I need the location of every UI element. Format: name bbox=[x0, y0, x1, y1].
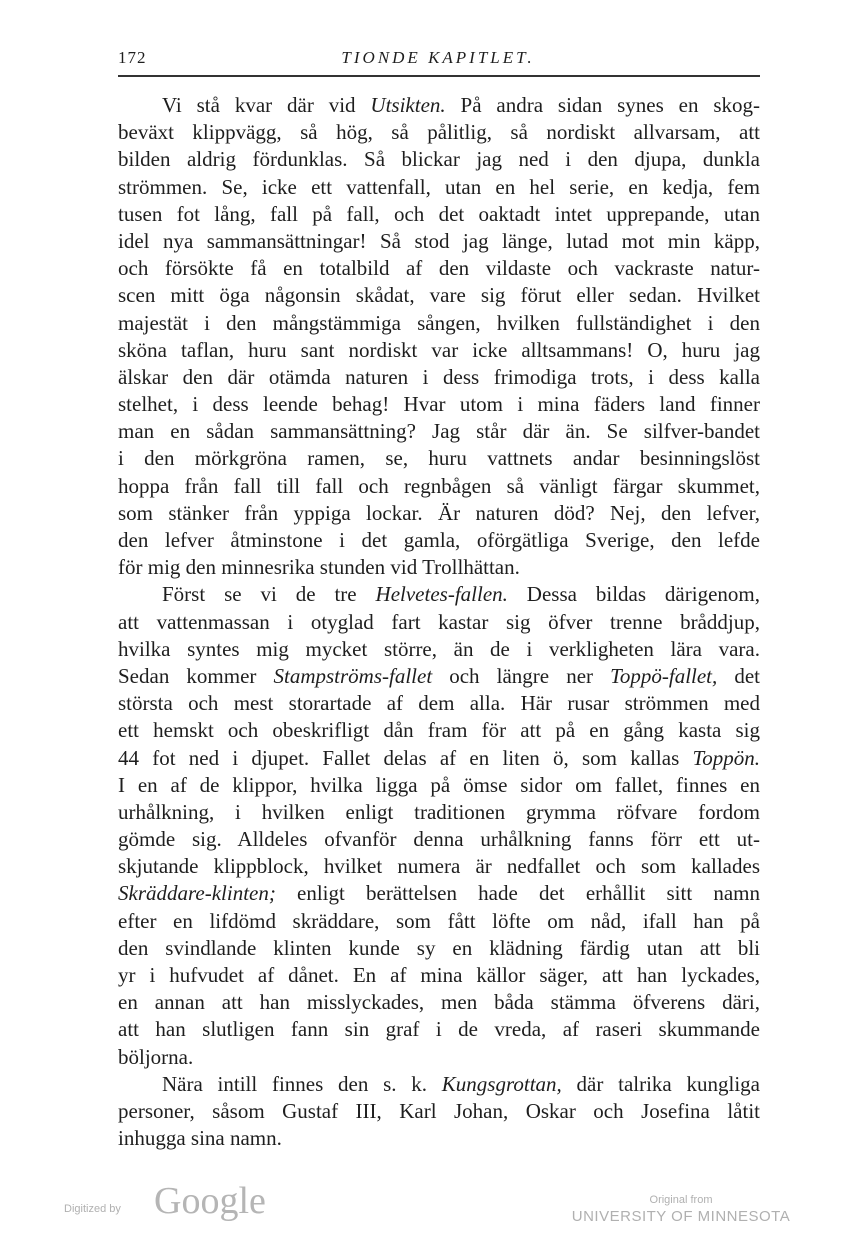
text-line: idel nya sammansättningar! Så stod jag länge, lutad mot min käpp, bbox=[118, 228, 760, 253]
text-line: gömde sig. Alldeles ofvanför denna urhålkning fanns förr ett ut- bbox=[118, 827, 760, 852]
text-line: i den mörkgröna ramen, se, huru vattnets andar besinningslöst bbox=[118, 446, 760, 471]
text-line: den svindlande klinten kunde sy en klädning färdig utan att bli bbox=[118, 935, 760, 960]
text-line: skjutande klippblock, hvilket numera är nedfallet och som kallades bbox=[118, 854, 760, 879]
source-watermark bbox=[568, 1194, 794, 1225]
text-line: beväxt klippvägg, så hög, så pålitlig, så nordiskt allvarsam, att bbox=[118, 120, 760, 145]
text-line: man en sådan sammansättning? Jag står där än. Se silfver-bandet bbox=[118, 419, 760, 444]
italic-term: Skräddare-klinten; bbox=[118, 881, 276, 906]
page-number: 172 bbox=[118, 48, 147, 67]
text-line: att han slutligen fann sin graf i de vreda, af raseri skummande bbox=[118, 1017, 760, 1042]
text-line: som stänker från yppiga lockar. Är naturen död? Nej, den lefver, bbox=[118, 500, 760, 525]
text-line: stelhet, i dess leende behag! Hvar utom i mina fäders land finner bbox=[118, 392, 760, 417]
italic-term: Utsikten. bbox=[370, 93, 446, 117]
text-line: majestät i den mångstämmiga sången, hvilken fullständighet i den bbox=[118, 310, 760, 335]
italic-term: Toppö-fallet, bbox=[610, 663, 718, 688]
text-line: och försökte få en totalbild af den vildaste och vackraste natur- bbox=[118, 256, 760, 281]
text-line: Skräddare-klinten; enligt berättelsen hade det erhållit sitt namn bbox=[118, 881, 760, 906]
page-header bbox=[118, 48, 758, 76]
text-line: största och mest storartade af dem alla. Här rusar strömmen med bbox=[118, 691, 760, 716]
header-rule bbox=[118, 75, 760, 77]
text-line: att vattenmassan i otyglad fart kastar sig öfver trenne bråddjup, bbox=[118, 609, 760, 634]
text-line: för mig den minnesrika stunden vid Trollhättan. bbox=[118, 555, 520, 580]
text-line: ett hemskt och obeskrifligt dån fram för att på en gång kasta sig bbox=[118, 718, 760, 743]
running-head: TIONDE KAPITLET. bbox=[341, 48, 535, 67]
text-line: Först se vi de tre Helvetes-fallen. Dessa bildas därigenom, bbox=[162, 582, 760, 607]
original-from-label: Original from bbox=[649, 1194, 713, 1206]
digitized-by-label: Digitized by bbox=[64, 1203, 121, 1215]
text-line: yr i hufvudet af dånet. En af mina källor säger, att han lyckades, bbox=[118, 963, 760, 987]
text-line: böljorna. bbox=[118, 1044, 194, 1069]
text-line: hoppa från fall till fall och regnbågen så vänligt färgar skummet, bbox=[118, 473, 760, 498]
text-line: efter en lifdömd skräddare, som fått löfte om nåd, ifall han på bbox=[118, 908, 760, 933]
text-line: Nära intill finnes den s. k. Kungsgrottan, där talrika kungliga bbox=[162, 1071, 760, 1096]
text-line: hvilka syntes mig mycket större, än de i verkligheten lära vara. bbox=[118, 636, 760, 661]
text-line: inhugga sina namn. bbox=[118, 1126, 282, 1151]
paragraph bbox=[118, 1071, 760, 1153]
text-line: älskar den där otämda naturen i dess frimodiga trots, i dess kalla bbox=[118, 364, 760, 389]
text-line: 44 fot ned i djupet. Fallet delas af en liten ö, som kallas Toppön. bbox=[118, 745, 760, 770]
text-line: en annan att han misslyckades, men båda stämma öfverens däri, bbox=[118, 990, 760, 1015]
google-logo: Google bbox=[154, 1180, 266, 1222]
text-line: urhålkning, i hvilken enligt traditionen grymma röfvare fordom bbox=[118, 799, 760, 824]
institution-label: UNIVERSITY OF MINNESOTA bbox=[571, 1208, 791, 1225]
text-line: tusen fot lång, fall på fall, och det oaktadt intet upprepande, utan bbox=[118, 201, 760, 226]
paragraph bbox=[118, 92, 760, 581]
text-line: Sedan kommer Stampströms-fallet och längre ner Toppö-fallet, det bbox=[118, 663, 761, 688]
text-line: bilden aldrig fördunklas. Så blickar jag ned i den djupa, dunkla bbox=[118, 147, 760, 172]
text-line: scen mitt öga någonsin skådat, vare sig förut eller sedan. Hvilket bbox=[118, 283, 760, 308]
italic-term: Toppön. bbox=[692, 745, 760, 770]
italic-term: Stampströms-fallet bbox=[273, 663, 433, 688]
text-line: den lefver åtminstone i det gamla, oförgätliga Sverige, den lefde bbox=[118, 528, 760, 552]
text-line: personer, såsom Gustaf III, Karl Johan, Oskar och Josefina låtit bbox=[118, 1098, 760, 1123]
text-line: Vi stå kvar där vid Utsikten. På andra sidan synes en skog- bbox=[162, 93, 760, 117]
body-text bbox=[118, 92, 760, 1152]
italic-term: Kungsgrottan, bbox=[441, 1071, 562, 1096]
text-line: strömmen. Se, icke ett vattenfall, utan en hel serie, en kedja, fem bbox=[118, 174, 760, 199]
text-line: sköna taflan, huru sant nordiskt var icke alltsammans! O, huru jag bbox=[118, 337, 760, 362]
italic-term: Helvetes-fallen. bbox=[375, 582, 508, 607]
paragraph bbox=[118, 581, 760, 1070]
text-line: I en af de klippor, hvilka ligga på ömse sidor om fallet, finnes en bbox=[118, 772, 760, 797]
